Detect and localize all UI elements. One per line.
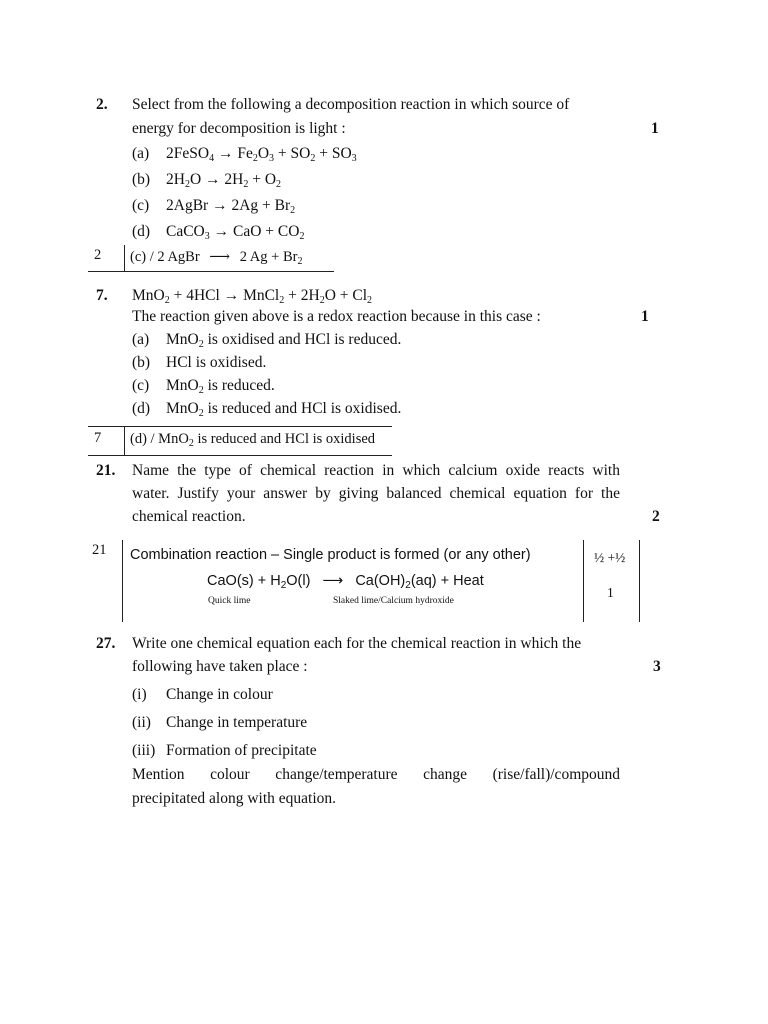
item-text: Formation of precipitate: [166, 742, 317, 759]
option-label: (b): [132, 354, 151, 371]
question-21-marks: 2: [652, 508, 660, 525]
item-text: Change in temperature: [166, 714, 308, 731]
option-text: HCl is oxidised.: [166, 354, 267, 371]
option-label: (c): [132, 197, 150, 214]
question-27-text-line1: Write one chemical equation each for the chemical reaction in which the: [132, 635, 582, 652]
item-label: (i): [132, 686, 147, 703]
question-7-option-b: [132, 354, 266, 372]
option-text: 2AgBr → 2Ag + Br: [166, 197, 291, 214]
question-27-marks: 3: [653, 658, 661, 675]
option-subscript: 2: [276, 179, 282, 190]
equation-text: O + Cl: [324, 287, 368, 304]
answer-2-underline: [88, 271, 334, 272]
option-label: (d): [132, 400, 151, 417]
answer-7-bottomline: [88, 455, 392, 456]
item-label: (iii): [132, 742, 156, 759]
equation-reactants: CaO(s) + H: [207, 573, 281, 589]
equation-subscript: 2: [164, 295, 170, 306]
question-2-option-b: [132, 171, 281, 189]
option-text: MnO: [166, 331, 199, 348]
question-7-equation: [132, 287, 372, 305]
answer-7-subscript: 2: [188, 438, 194, 449]
label-slaked-lime: Slaked lime/Calcium hydroxide: [333, 596, 454, 606]
answer-21-mark1: ½ +½: [594, 550, 626, 565]
option-text: → Fe: [214, 145, 253, 162]
option-text: + SO: [315, 145, 352, 162]
question-2-option-c: [132, 197, 295, 215]
option-text: + O: [248, 171, 277, 188]
question-27-item-3: [132, 742, 317, 760]
question-7-marks: 1: [641, 308, 649, 325]
question-27-text-line4: precipitated along with equation.: [132, 790, 337, 807]
option-subscript: 2: [299, 231, 305, 242]
reaction-arrow-icon: ⟶: [209, 249, 231, 265]
answer-7-rest: is reduced and HCl is oxidised: [193, 431, 376, 447]
answer-21-right-divider: [639, 540, 640, 622]
option-text: O → 2H: [189, 171, 244, 188]
question-number-7: 7.: [96, 287, 108, 304]
answer-7-choice: (d) / MnO: [130, 431, 189, 447]
question-2-option-a: [132, 145, 357, 163]
option-label: (a): [132, 145, 150, 162]
option-text: 2H: [166, 171, 185, 188]
option-text: CaCO: [166, 223, 205, 240]
answer-number-7: 7: [94, 430, 102, 446]
equation-text: MnO: [132, 287, 165, 304]
option-text: MnO: [166, 400, 199, 417]
question-2-text-line2: energy for decomposition is light :: [132, 120, 346, 137]
option-subscript: 3: [351, 153, 357, 164]
question-7-option-c: [132, 377, 275, 395]
answer-21-mark2: 1: [607, 585, 614, 600]
question-7-text: The reaction given above is a redox reaction because in this case :: [132, 308, 541, 325]
question-number-21: 21.: [96, 462, 116, 479]
answer-2-text: [130, 249, 302, 266]
option-label: (c): [132, 377, 150, 394]
label-quick-lime: Quick lime: [208, 596, 251, 606]
answer-7-text: [130, 431, 375, 448]
question-2-text-line1: Select from the following a decomposition reaction in which source of: [132, 96, 570, 113]
option-text: + SO: [274, 145, 311, 162]
option-subscript: 3: [269, 153, 275, 164]
equation-subscript: 2: [367, 295, 373, 306]
question-7-option-a: [132, 331, 401, 349]
answer-2-choice: (c) / 2 AgBr: [130, 249, 200, 265]
answer-21-equation: [207, 573, 484, 589]
question-2-option-d: [132, 223, 304, 241]
answer-number-2: 2: [94, 247, 102, 263]
answer-2-subscript: 2: [297, 256, 303, 267]
option-label: (a): [132, 331, 150, 348]
option-subscript: 2: [243, 179, 249, 190]
question-27-text-line3: Mention colour change/temperature change (rise/fall)/compound: [132, 766, 620, 783]
equation-text: + 4HCl → MnCl: [169, 287, 280, 304]
item-text: Change in colour: [166, 686, 273, 703]
option-subscript: 4: [209, 153, 215, 164]
answer-21-mark-divider: [583, 540, 584, 622]
question-27-item-1: [132, 686, 273, 704]
option-subscript: 2: [310, 153, 316, 164]
option-subscript: 2: [198, 385, 204, 396]
option-text: O: [257, 145, 270, 162]
answer-7-topline: [88, 426, 392, 427]
equation-sub1: 2: [280, 580, 287, 591]
option-text: is reduced.: [203, 377, 275, 394]
question-21-text-line2: water. Justify your answer by giving balanced chemical equation for the: [132, 485, 620, 502]
equation-sub2: 2: [405, 580, 411, 591]
question-number-27: 27.: [96, 635, 116, 652]
option-label: (b): [132, 171, 151, 188]
answer-21-heading: Combination reaction – Single product is formed (or any other): [130, 547, 531, 563]
option-subscript: 3: [204, 231, 210, 242]
question-7-option-d: [132, 400, 401, 418]
reaction-arrow-icon: ⟶: [322, 573, 344, 589]
option-text: is reduced and HCl is oxidised.: [203, 400, 402, 417]
answer-21-left-divider: [122, 540, 123, 622]
equation-subscript: 2: [279, 295, 285, 306]
option-text: → CaO + CO: [209, 223, 300, 240]
answer-number-21: 21: [92, 542, 107, 558]
question-21-text-line1: Name the type of chemical reaction in which calcium oxide reacts with: [132, 462, 620, 479]
option-label: (d): [132, 223, 151, 240]
option-subscript: 2: [198, 339, 204, 350]
option-subscript: 2: [184, 179, 190, 190]
option-text: 2FeSO: [166, 145, 210, 162]
equation-product: Ca(OH): [355, 573, 406, 589]
question-2-marks: 1: [651, 120, 659, 137]
question-21-text-line3: chemical reaction.: [132, 508, 246, 525]
question-27-item-2: [132, 714, 307, 732]
answer-2-product: 2 Ag + Br: [239, 249, 298, 265]
answer-2-divider: [124, 245, 125, 271]
equation-water: O(l): [286, 573, 311, 589]
question-number-2: 2.: [96, 96, 108, 113]
option-subscript: 2: [198, 408, 204, 419]
equation-subscript: 2: [319, 295, 325, 306]
option-text: MnO: [166, 377, 199, 394]
equation-text: + 2H: [284, 287, 320, 304]
equation-end: (aq) + Heat: [410, 573, 484, 589]
question-27-text-line2: following have taken place :: [132, 658, 308, 675]
option-subscript: 2: [290, 205, 296, 216]
answer-7-divider: [124, 427, 125, 455]
option-subscript: 2: [252, 153, 258, 164]
item-label: (ii): [132, 714, 151, 731]
option-text: is oxidised and HCl is reduced.: [203, 331, 402, 348]
